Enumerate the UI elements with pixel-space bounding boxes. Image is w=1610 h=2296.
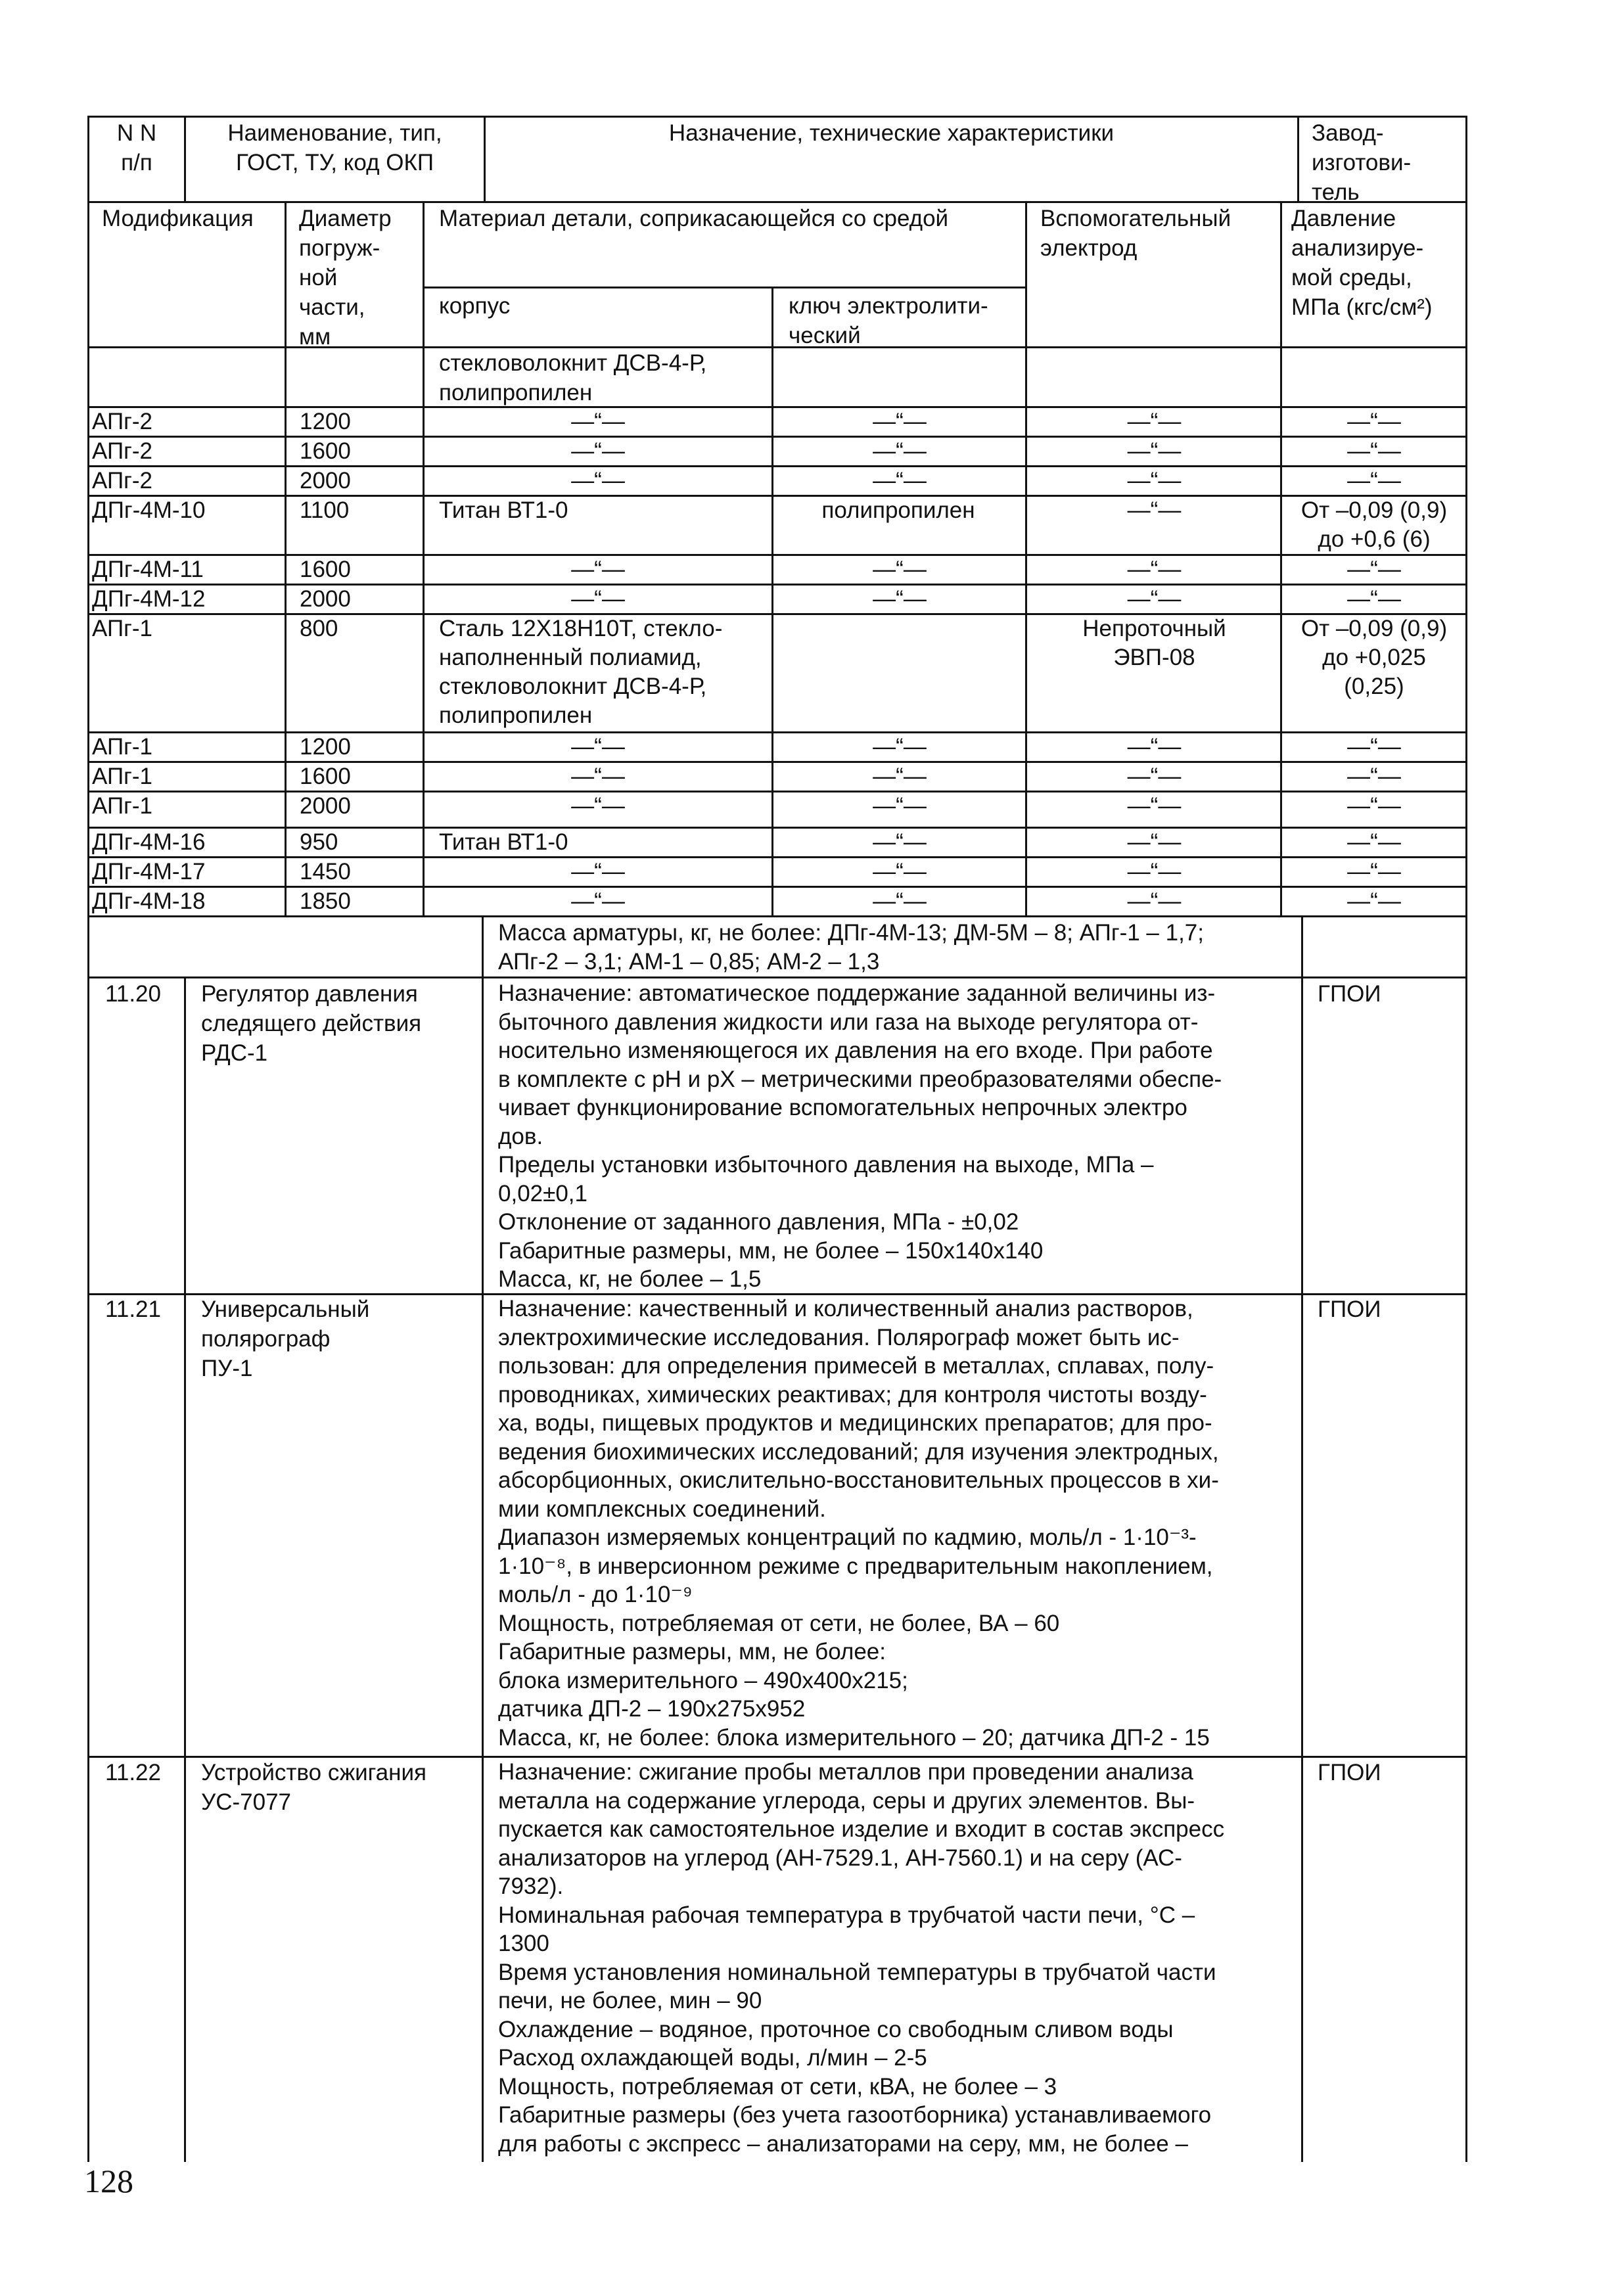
- row-cell-body: —“—: [571, 438, 625, 464]
- rule: [1025, 201, 1027, 916]
- subheader-modification: Модификация: [102, 206, 254, 231]
- row-cell-pres: —“—: [1347, 409, 1401, 434]
- row-cell-aux: —“—: [1127, 859, 1182, 884]
- row-cell-key: —“—: [873, 409, 927, 434]
- row-cell-dia: 1600: [300, 764, 351, 789]
- row-cell-body: —“—: [571, 859, 625, 884]
- subheader-material: Материал детали, соприкасающейся со средой: [439, 206, 949, 231]
- row-cell-key: полипропилен: [821, 497, 975, 523]
- subheader-pressure: Давление анализируе- мой среды, МПа (кгс/см²): [1291, 206, 1433, 320]
- row-cell-aux: —“—: [1127, 734, 1182, 760]
- entry-description: [498, 1758, 1224, 2158]
- description-line: блока измерительного – 490х400х215;: [498, 1667, 908, 1693]
- row-cell-body: —“—: [571, 468, 625, 494]
- row-cell-pres: —“—: [1347, 734, 1401, 760]
- description-line: 1·10⁻⁸, в инверсионном режиме с предварительным накоплением,: [498, 1553, 1213, 1579]
- description-line: чивает функционирование вспомогательных непрочных электро: [498, 1095, 1187, 1120]
- header-maker: Завод- изготови- тель: [1312, 120, 1412, 205]
- row-cell-dia: 1600: [300, 438, 351, 464]
- row-cell-pres: —“—: [1347, 793, 1401, 819]
- description-line: Назначение: автоматическое поддержание заданной величины из-: [498, 980, 1216, 1006]
- description-line: печи, не более, мин – 90: [498, 1988, 762, 2013]
- description-line: электрохимические исследования. Полярограф может быть ис-: [498, 1324, 1180, 1350]
- rule: [87, 201, 1467, 203]
- row-cell-aux: Непроточный ЭВП-08: [1082, 616, 1226, 670]
- subheader-key: ключ электролити- ческий: [789, 293, 988, 348]
- description-line: дов.: [498, 1123, 543, 1149]
- row-cell-key: —“—: [873, 888, 927, 914]
- description-line: Габаритные размеры (без учета газоотборника) устанавливаемого: [498, 2102, 1212, 2128]
- entry-number: 11.22: [105, 1760, 161, 1785]
- rule: [482, 915, 484, 2162]
- description-line: Мощность, потребляемая от сети, не более, ВА – 60: [498, 1610, 1060, 1636]
- description-line: 1300: [498, 1931, 549, 1956]
- description-line: проводниках, химических реактивах; для контроля чистоты возду-: [498, 1381, 1207, 1408]
- row-cell-mod: АПг-2: [92, 468, 152, 494]
- row-cell-dia: 2000: [300, 586, 351, 612]
- row-cell-pres: От –0,09 (0,9) до +0,025 (0,25): [1300, 616, 1448, 699]
- description-line: пускается как самостоятельное изделие и входит в состав экспресс: [498, 1816, 1225, 1842]
- description-line: Пределы установки избыточного давления на выходе, МПа –: [498, 1152, 1154, 1178]
- row-cell-body: —“—: [571, 793, 625, 819]
- mass-note-line: Масса арматуры, кг, не более: ДПг-4М-13; ДМ-5М – 8; АПг-1 – 1,7;: [498, 920, 1204, 946]
- row-cell-dia: 1100: [300, 497, 350, 523]
- row-cell-pres: —“—: [1347, 859, 1401, 884]
- row-cell-pres: —“—: [1347, 468, 1401, 494]
- rule: [423, 287, 1027, 288]
- description-line: Расход охлаждающей воды, л/мин – 2-5: [498, 2045, 927, 2071]
- entry-name: Регулятор давления следящего действия РДС-1: [201, 981, 422, 1066]
- row-cell-body: Титан ВТ1-0: [439, 829, 568, 855]
- rule: [1465, 116, 1467, 2162]
- row-cell-dia: 1200: [300, 734, 351, 760]
- row-cell-mod: ДПг-4М-12: [92, 586, 206, 612]
- row-cell-aux: —“—: [1127, 793, 1182, 819]
- description-line: Диапазон измеряемых концентраций по кадмию, моль/л - 1·10⁻³-: [498, 1525, 1197, 1550]
- row-cell-pres: От –0,09 (0,9) до +0,6 (6): [1300, 497, 1448, 552]
- entry-maker: ГПОИ: [1318, 1297, 1381, 1322]
- rule: [285, 201, 287, 916]
- rule: [87, 116, 1467, 118]
- row-cell-key: —“—: [873, 438, 927, 464]
- row-cell-dia: 2000: [300, 793, 351, 819]
- subheader-diameter: Диаметр погруж- ной части, мм: [299, 206, 392, 350]
- row-cell-dia: 1850: [300, 888, 351, 914]
- entry-description: [498, 979, 1222, 1294]
- row-cell-mod: АПг-1: [92, 616, 152, 641]
- row-cell-dia: 1450: [300, 859, 351, 884]
- entry-number: 11.20: [105, 981, 161, 1007]
- description-line: датчика ДП-2 – 190х275х952: [498, 1696, 806, 1722]
- row-cell-pres: —“—: [1347, 586, 1401, 612]
- row-cell-body: Сталь 12Х18Н10Т, стекло- наполненный полиамид, стекловолокнит ДСВ-4-Р, полипропилен: [439, 616, 723, 728]
- description-line: ведения биохимических исследований; для изучения электродных,: [498, 1438, 1219, 1465]
- row-cell-aux: —“—: [1127, 764, 1182, 789]
- description-line: Номинальная рабочая температура в трубчатой части печи, °С –: [498, 1902, 1195, 1928]
- subheader-aux-electrode: Вспомогательный электрод: [1040, 206, 1231, 261]
- description-line: Габаритные размеры, мм, не более:: [498, 1639, 886, 1665]
- row-cell-aux: —“—: [1127, 497, 1182, 523]
- rule: [87, 346, 1467, 348]
- row-cell-body: —“—: [571, 557, 625, 582]
- row-cell-mod: ДПг-4М-16: [92, 829, 206, 855]
- row-cell-dia: 2000: [300, 468, 351, 494]
- entry-number: 11.21: [105, 1297, 161, 1322]
- description-line: Назначение: качественный и количественный анализ растворов,: [498, 1296, 1193, 1321]
- header-name: Наименование, тип, ГОСТ, ТУ, код ОКП: [227, 120, 442, 175]
- description-line: быточного давления жидкости или газа на выходе регулятора от-: [498, 1009, 1199, 1035]
- description-line: металла на содержание углерода, серы и других элементов. Вы-: [498, 1787, 1195, 1814]
- description-line: Масса, кг, не более: блока измерительного – 20; датчика ДП-2 - 15: [498, 1724, 1210, 1751]
- row-cell-key: —“—: [873, 734, 927, 760]
- row-cell-pres: —“—: [1347, 888, 1401, 914]
- row-cell-mod: АПг-2: [92, 438, 152, 464]
- row-cell-body: —“—: [571, 586, 625, 612]
- description-line: Мощность, потребляемая от сети, кВА, не более – 3: [498, 2073, 1057, 2100]
- row-cell-mod: АПг-2: [92, 409, 152, 434]
- rule: [1301, 915, 1303, 2162]
- subheader-body: корпус: [439, 293, 511, 319]
- description-line: 0,02±0,1: [498, 1180, 587, 1206]
- description-line: в комплекте с pH и pX – метрическими преобразователями обеспе-: [498, 1066, 1222, 1092]
- row-cell-key: —“—: [873, 764, 927, 789]
- description-line: моль/л - до 1·10⁻⁹: [498, 1582, 693, 1607]
- mass-note-line: АПг-2 – 3,1; АМ-1 – 0,85; АМ-2 – 1,3: [498, 948, 880, 975]
- row-cell-mod: АПг-1: [92, 764, 152, 789]
- row-cell-key: —“—: [873, 829, 927, 855]
- description-line: носительно изменяющегося их давления на его входе. При работе: [498, 1038, 1213, 1063]
- row-cell-aux: —“—: [1127, 888, 1182, 914]
- first-material: стекловолокнит ДСВ-4-Р, полипропилен: [439, 350, 707, 405]
- row-cell-mod: АПг-1: [92, 793, 152, 819]
- rule: [1280, 201, 1282, 916]
- row-cell-aux: —“—: [1127, 468, 1182, 494]
- rule: [87, 976, 1467, 978]
- row-cell-dia: 950: [300, 829, 338, 855]
- row-cell-aux: —“—: [1127, 829, 1182, 855]
- description-line: анализаторов на углерод (АН-7529.1, АН-7560.1) и на серу (АС-: [498, 1845, 1182, 1871]
- description-line: абсорбционных, окислительно-восстановительных процессов в хи-: [498, 1467, 1219, 1493]
- row-cell-key: —“—: [873, 859, 927, 884]
- description-line: Назначение: сжигание пробы металлов при проведении анализа: [498, 1759, 1193, 1785]
- row-cell-pres: —“—: [1347, 557, 1401, 582]
- entry-description: [498, 1295, 1219, 1752]
- entry-maker: ГПОИ: [1318, 981, 1381, 1007]
- row-cell-body: —“—: [571, 888, 625, 914]
- rule: [771, 406, 773, 916]
- description-line: Охлаждение – водяное, проточное со свободным сливом воды: [498, 2016, 1174, 2042]
- row-cell-body: —“—: [571, 764, 625, 789]
- row-cell-body: —“—: [571, 734, 625, 760]
- row-cell-key: —“—: [873, 468, 927, 494]
- row-cell-pres: —“—: [1347, 829, 1401, 855]
- row-cell-pres: —“—: [1347, 438, 1401, 464]
- description-line: Время установления номинальной температуры в трубчатой части: [498, 1959, 1216, 1985]
- row-cell-aux: —“—: [1127, 557, 1182, 582]
- entry-name: Универсальный полярограф ПУ-1: [201, 1297, 370, 1381]
- row-cell-aux: —“—: [1127, 438, 1182, 464]
- row-cell-pres: —“—: [1347, 764, 1401, 789]
- entry-maker: ГПОИ: [1318, 1760, 1381, 1785]
- description-line: Габаритные размеры, мм, не более – 150х140х140: [498, 1237, 1044, 1264]
- row-cell-body: Титан ВТ1-0: [439, 497, 568, 523]
- row-cell-key: —“—: [873, 586, 927, 612]
- row-cell-dia: 1200: [300, 409, 351, 434]
- row-cell-key: —“—: [873, 557, 927, 582]
- entry-name: Устройство сжигания УС-7077: [201, 1760, 426, 1815]
- description-line: пользован: для определения примесей в металлах, сплавах, полу-: [498, 1353, 1214, 1379]
- description-line: мии комплексных соединений.: [498, 1496, 826, 1522]
- rule: [87, 116, 89, 2162]
- row-cell-body: —“—: [571, 409, 625, 434]
- page-number: 128: [84, 2163, 133, 2199]
- rule: [184, 976, 186, 2162]
- row-cell-dia: 1600: [300, 557, 351, 582]
- row-cell-mod: АПг-1: [92, 734, 152, 760]
- row-cell-aux: —“—: [1127, 409, 1182, 434]
- mass-note: [498, 919, 1204, 976]
- description-line: Масса, кг, не более – 1,5: [498, 1266, 762, 1292]
- header-purpose: Назначение, технические характеристики: [668, 120, 1115, 146]
- description-line: 7932).: [498, 1873, 564, 1899]
- row-cell-key: —“—: [873, 793, 927, 819]
- description-line: для работы с экспресс – анализаторами на серу, мм, не более –: [498, 2130, 1188, 2157]
- description-line: ха, воды, пищевых продуктов и медицинских препаратов; для про-: [498, 1410, 1212, 1436]
- row-cell-aux: —“—: [1127, 586, 1182, 612]
- row-cell-mod: ДПг-4М-18: [92, 888, 206, 914]
- description-line: Отклонение от заданного давления, МПа - ±0,02: [498, 1209, 1019, 1235]
- row-cell-dia: 800: [300, 616, 338, 641]
- header-number: N N п/п: [116, 120, 157, 175]
- rule: [1297, 116, 1299, 202]
- row-cell-mod: ДПг-4М-10: [92, 497, 206, 523]
- row-cell-mod: ДПг-4М-11: [92, 557, 204, 582]
- row-cell-mod: ДПг-4М-17: [92, 859, 206, 884]
